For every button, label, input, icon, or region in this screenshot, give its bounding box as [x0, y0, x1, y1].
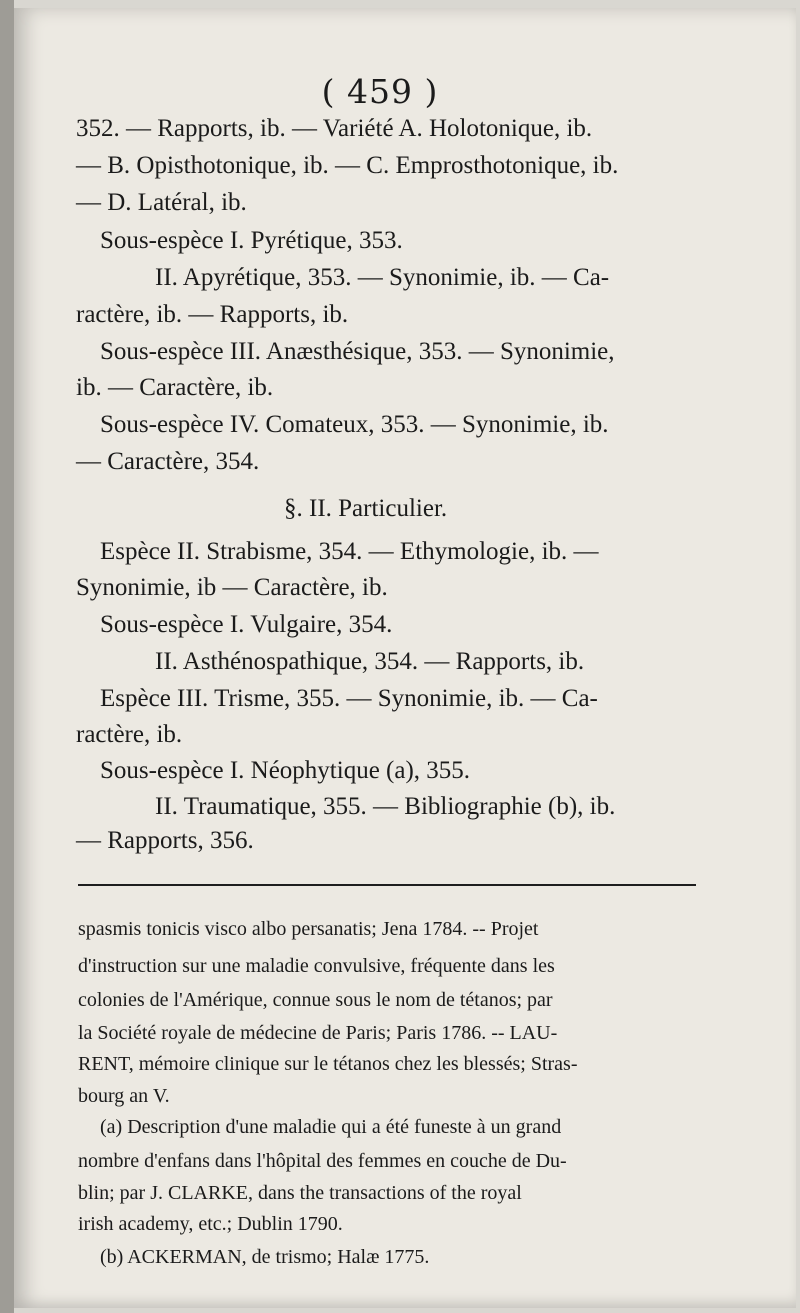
- text-line: Synonimie, ib — Caractère, ib.: [76, 574, 388, 601]
- text-line: ib. — Caractère, ib.: [76, 374, 274, 401]
- text-line: 352. — Rapports, ib. — Variété A. Holotonique, ib.: [76, 115, 593, 142]
- footnote-line: spasmis tonicis visco albo persanatis; Jena 1784. -- Projet: [78, 918, 539, 940]
- footnote-line: colonies de l'Amérique, connue sous le nom de tétanos; par: [78, 989, 553, 1011]
- footnote-line: (a) Description d'une maladie qui a été funeste à un grand: [100, 1116, 562, 1138]
- text-line: Espèce II. Strabisme, 354. — Ethymologie, ib. —: [100, 538, 599, 565]
- footnote-line: la Société royale de médecine de Paris; Paris 1786. -- LAU-: [78, 1022, 558, 1044]
- text-line: — D. Latéral, ib.: [76, 189, 247, 216]
- text-line: Sous-espèce I. Vulgaire, 354.: [100, 611, 393, 638]
- page-number: ( 459 ): [321, 72, 439, 111]
- footnote-line: (b) ACKERMAN, de trismo; Halæ 1775.: [100, 1246, 430, 1268]
- text-line: II. Apyrétique, 353. — Synonimie, ib. — Ca-: [155, 264, 610, 291]
- text-line: Sous-espèce I. Pyrétique, 353.: [100, 227, 403, 254]
- footnote-line: RENT, mémoire clinique sur le tétanos chez les blessés; Stras-: [78, 1053, 578, 1075]
- footnote-line: bourg an V.: [78, 1085, 170, 1107]
- footnote-line: blin; par J. CLARKE, dans the transactions of the royal: [78, 1182, 522, 1204]
- text-line: — Caractère, 354.: [76, 448, 260, 475]
- text-line: II. Asthénospathique, 354. — Rapports, ib.: [155, 648, 585, 675]
- text-line: ractère, ib. — Rapports, ib.: [76, 301, 349, 328]
- text-line: Espèce III. Trisme, 355. — Synonimie, ib. — Ca-: [100, 685, 598, 712]
- text-line: Sous-espèce IV. Comateux, 353. — Synonimie, ib.: [100, 411, 609, 438]
- text-line: — B. Opisthotonique, ib. — C. Emprosthotonique, ib.: [76, 152, 619, 179]
- text-line: Sous-espèce III. Anæsthésique, 353. — Synonimie,: [100, 338, 615, 365]
- text-line: Sous-espèce I. Néophytique (a), 355.: [100, 757, 471, 784]
- section-heading: §. II. Particulier.: [284, 495, 448, 522]
- footnote-line: irish academy, etc.; Dublin 1790.: [78, 1213, 343, 1235]
- footnote-line: nombre d'enfans dans l'hôpital des femmes en couche de Du-: [78, 1150, 567, 1172]
- footnote-line: d'instruction sur une maladie convulsive, fréquente dans les: [78, 955, 555, 977]
- text-line: ractère, ib.: [76, 721, 183, 748]
- text-line: II. Traumatique, 355. — Bibliographie (b), ib.: [155, 793, 616, 820]
- text-line: — Rapports, 356.: [76, 827, 254, 854]
- footnote-divider: [78, 884, 696, 886]
- binding-edge: [0, 0, 14, 1313]
